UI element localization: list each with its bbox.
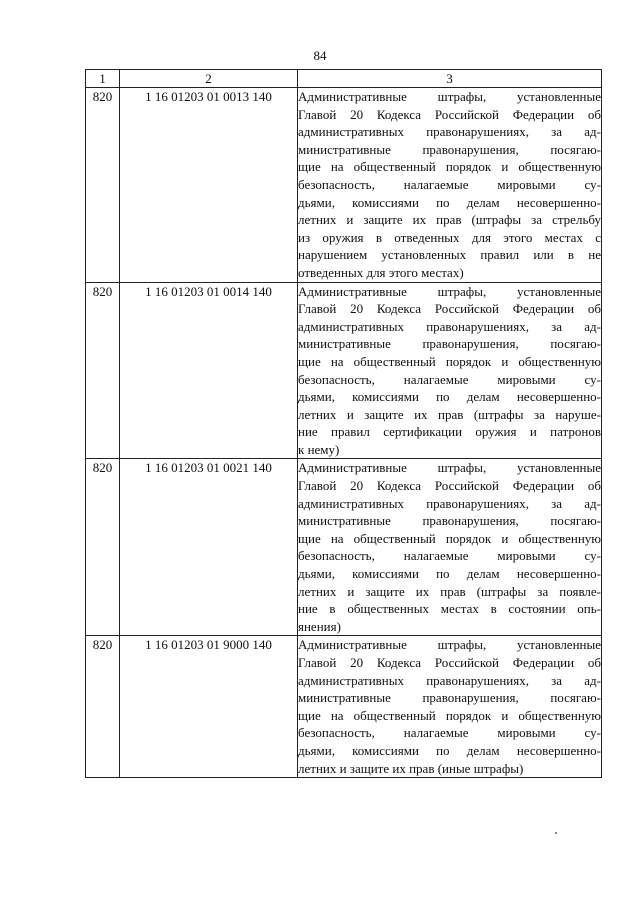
description-line: дьями, комиссиями по делам несовершенно- <box>298 194 601 210</box>
description-line: министративные правонарушения, посягаю- <box>298 336 601 352</box>
description-cell <box>298 88 602 283</box>
description-line: безопасность, налагаемые мировыми су- <box>298 548 601 564</box>
page-number: 84 <box>313 48 327 63</box>
description-cell <box>298 459 602 636</box>
description-line: безопасность, налагаемые мировыми су- <box>298 176 601 192</box>
description-line: административных правонарушениях, за ад- <box>298 124 601 140</box>
budget-classification-code-cell: 1 16 01203 01 0014 140 <box>120 282 298 459</box>
description-line: Административные штрафы, установленные <box>298 637 601 653</box>
description-line: министративные правонарушения, посягаю- <box>298 141 601 157</box>
admin-code-cell: 820 <box>86 459 120 636</box>
admin-code-cell: 820 <box>86 88 120 283</box>
description-line: Главой 20 Кодекса Российской Федерации об <box>298 655 601 670</box>
description-line: Административные штрафы, установленные <box>298 283 601 299</box>
column-header-2: 2 <box>120 70 298 88</box>
description-line: из оружия в отведенных для этого местах с <box>298 229 601 245</box>
budget-classification-code-cell: 1 16 01203 01 0021 140 <box>120 459 298 636</box>
description-line: министративные правонарушения, посягаю- <box>298 513 601 529</box>
description-line: щие на общественный порядок и общественную <box>298 353 601 369</box>
admin-code-cell: 820 <box>86 282 120 459</box>
description-cell <box>298 282 602 459</box>
description-line: Главой 20 Кодекса Российской Федерации об <box>298 301 601 317</box>
admin-code-cell: 820 <box>86 636 120 778</box>
description-line: Главой 20 Кодекса Российской Федерации об <box>298 478 601 494</box>
description-line: Административные штрафы, установленные <box>298 460 601 476</box>
table-row <box>86 636 602 778</box>
description-line: ние правил сертификации оружия и патронов <box>298 424 601 440</box>
description-cell <box>298 636 602 778</box>
table-row <box>86 282 602 459</box>
description-line: безопасность, налагаемые мировыми су- <box>298 371 601 387</box>
description-line: дьями, комиссиями по делам несовершенно- <box>298 742 601 758</box>
description-line: дьями, комиссиями по делам несовершенно- <box>298 566 601 582</box>
description-line: административных правонарушениях, за ад- <box>298 495 601 511</box>
description-line: административных правонарушениях, за ад- <box>298 318 601 334</box>
description-line: щие на общественный порядок и общественную <box>298 707 601 723</box>
description-line: административных правонарушениях, за ад- <box>298 672 601 688</box>
description-line: отведенных для этого местах) <box>298 264 464 280</box>
description-line: летних и защите их прав (штрафы за стрельбу <box>298 212 601 228</box>
table-header-row <box>86 70 602 88</box>
description-line: министративные правонарушения, посягаю- <box>298 690 601 706</box>
description-line: летних и защите их прав (иные штрафы) <box>298 760 524 776</box>
description-line: щие на общественный порядок и общественную <box>298 530 601 546</box>
budget-code-table <box>85 69 602 778</box>
description-line: ние в общественных местах в состоянии опь- <box>298 601 601 617</box>
description-line: летних и защите их прав (штрафы за появле- <box>298 583 601 599</box>
table-row <box>86 88 602 283</box>
budget-classification-code-cell: 1 16 01203 01 0013 140 <box>120 88 298 283</box>
column-header-1: 1 <box>86 70 120 88</box>
description-line: щие на общественный порядок и общественную <box>298 159 601 175</box>
column-header-3: 3 <box>298 70 602 88</box>
scan-speck <box>555 832 557 834</box>
description-line: нарушением установленных правил или в не <box>298 247 601 263</box>
description-line: к нему) <box>298 441 340 457</box>
description-line: дьями, комиссиями по делам несовершенно- <box>298 389 601 405</box>
description-line: безопасность, налагаемые мировыми су- <box>298 725 601 741</box>
budget-classification-code-cell: 1 16 01203 01 9000 140 <box>120 636 298 778</box>
description-line: Административные штрафы, установленные <box>298 89 601 104</box>
table-row <box>86 459 602 636</box>
description-line: янения) <box>298 618 341 634</box>
description-line: Главой 20 Кодекса Российской Федерации об <box>298 106 601 122</box>
description-line: летних и защите их прав (штрафы за наруше- <box>298 406 601 422</box>
